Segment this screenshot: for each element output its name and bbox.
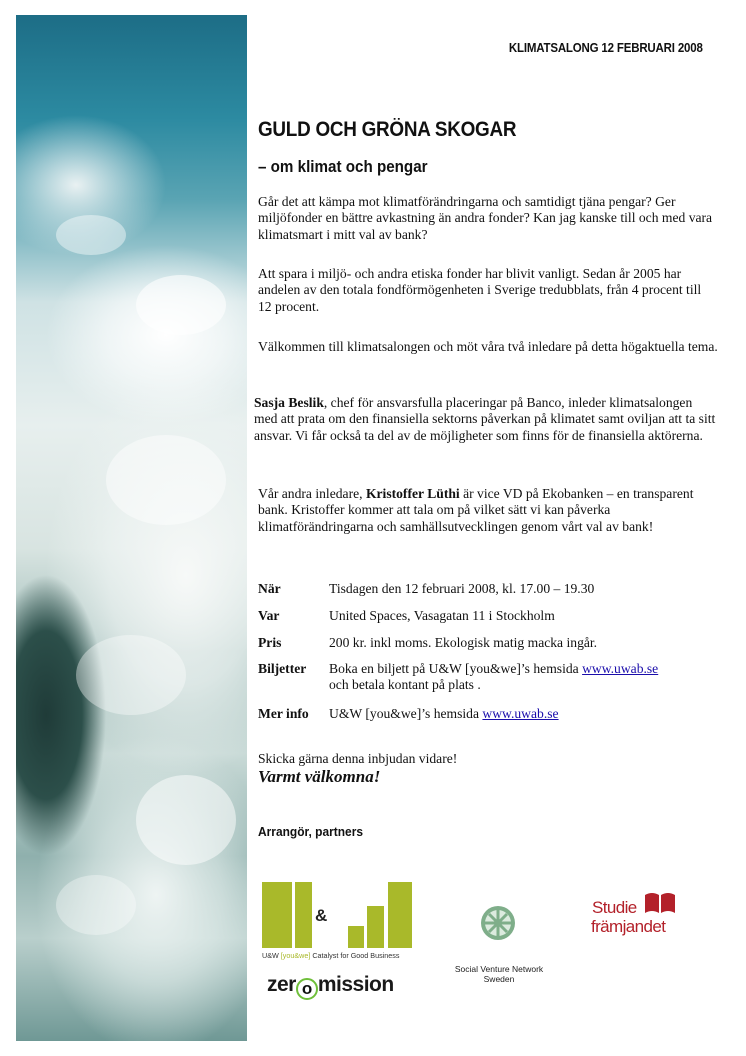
page-subtitle: – om klimat och pengar xyxy=(258,158,428,176)
when-value: Tisdagen den 12 februari 2008, kl. 17.00 – 19.30 xyxy=(329,581,595,596)
speaker1-name: Sasja Beslik xyxy=(254,395,324,410)
zeromission-logo: zer o mission xyxy=(267,973,394,998)
partners-heading: Arrangör, partners xyxy=(258,824,364,839)
speaker1-text: , chef för ansvarsfulla placeringar på Banco, inleder klimatsalongen med att prata om den finansiella sektorns påverkan på klimatet samt oviljan att ta sitt ansvar. Vi får också ta del av de möjligheter som finns för de finansiella aktörerna. xyxy=(254,395,716,443)
studie-line2: främjandet xyxy=(591,917,666,936)
uw-ampersand: & xyxy=(315,906,328,925)
where-value: United Spaces, Vasagatan 11 i Stockholm xyxy=(329,608,555,623)
event-date-header: KLIMATSALONG 12 FEBRUARI 2008 xyxy=(509,41,703,55)
speaker1-paragraph xyxy=(254,395,718,444)
speaker2-name: Kristoffer Lüthi xyxy=(365,486,460,501)
tickets-link[interactable]: www.uwab.se xyxy=(582,661,659,676)
svn-text: Social Venture Network Sweden xyxy=(454,964,544,984)
more-info-value xyxy=(329,706,739,722)
more-info-link[interactable]: www.uwab.se xyxy=(482,706,559,721)
tickets-text-2: och betala kontant på plats . xyxy=(329,677,481,693)
when-label: När xyxy=(258,581,281,596)
speaker2-text: är vice VD på Ekobanken – en transparent bank. Kristoffer kommer att tala om på vilket sätt vi kan påverka klimatförändringarna och samhällsutvecklingen genom vårt val av bank! xyxy=(258,486,694,534)
where-label: Var xyxy=(258,608,280,623)
uw-tagline-strip: U&W [you&we] Catalyst for Good Business xyxy=(262,951,400,960)
funds-paragraph: Att spara i miljö- och andra etiska fonder har blivit vanligt. Sedan år 2005 har andelen av den totala fondförmögenheten i Sverige tredubblats, från 4 procent till 12 procent. xyxy=(258,266,702,314)
more-info-label: Mer info xyxy=(258,706,309,721)
welcome-paragraph: Välkommen till klimatsalongen och möt våra två inledare på detta högaktuella tema. xyxy=(258,339,718,354)
studiefrämjandet-logo xyxy=(590,891,690,945)
book-icon xyxy=(643,891,677,915)
ocean-wave-image xyxy=(16,15,247,1041)
forward-invite-text: Skicka gärna denna inbjudan vidare! xyxy=(258,751,458,766)
tickets-label: Biljetter xyxy=(258,661,307,676)
intro-paragraph: Går det att kämpa mot klimatförändringarna och samtidigt tjäna pengar? Ger miljöfonder en bättre avkastning än andra fonder? Kan jag kanske till och med vara klimatsmart i mitt val av bank? xyxy=(258,194,713,242)
price-label: Pris xyxy=(258,635,282,650)
price-value: 200 kr. inkl moms. Ekologisk matig macka ingår. xyxy=(329,635,598,650)
speaker2-paragraph xyxy=(258,486,718,535)
tickets-text: Boka en biljett på U&W [you&we]’s hemsida xyxy=(329,661,583,676)
speaker2-intro: Vår andra inledare, xyxy=(258,486,366,501)
uw-logo xyxy=(262,882,412,962)
tickets-value xyxy=(329,661,739,694)
studie-line1: Studie xyxy=(592,898,637,917)
page-title: GULD OCH GRÖNA SKOGAR xyxy=(258,118,517,141)
svn-wheel-icon xyxy=(480,905,516,941)
warm-welcome-text: Varmt välkomna! xyxy=(258,767,381,786)
more-info-text: U&W [you&we]’s hemsida xyxy=(329,706,483,721)
